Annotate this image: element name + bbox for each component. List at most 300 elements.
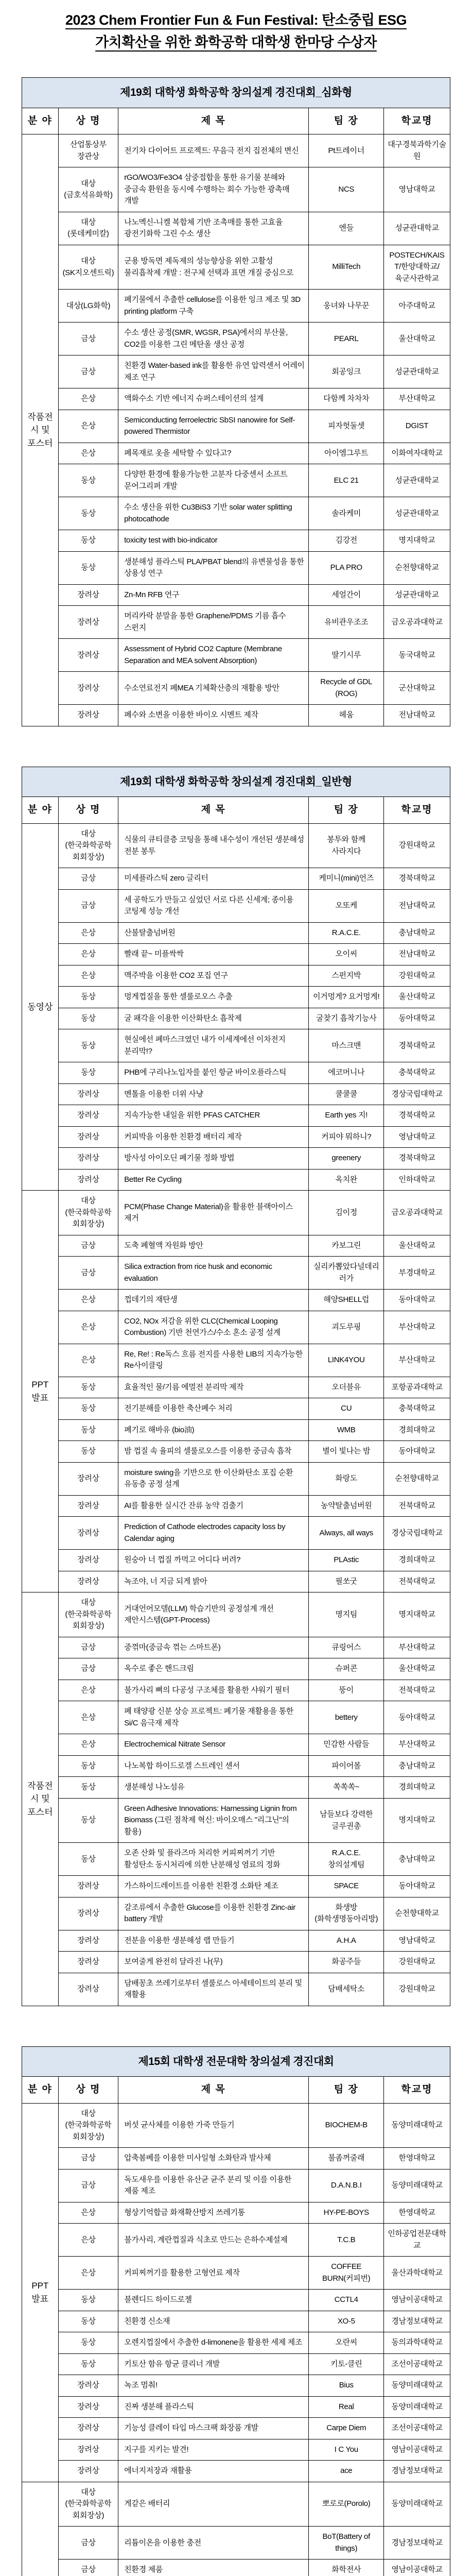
team-cell: 오또케 (309, 889, 384, 922)
title-cell: 커피박을 이용한 친환경 배터리 제작 (118, 1126, 309, 1148)
award-cell: 장려상 (58, 705, 118, 726)
table-row (22, 1973, 450, 2006)
title-cell: rGO/WO3/Fe3O4 삼중접합을 통한 유기물 분해와 중금속 환원을 동시에 수행하는 회수 가능한 광촉매 개발 (118, 167, 309, 212)
school-cell: 충북대학교 (384, 1398, 450, 1420)
team-cell: 회공잉크 (309, 355, 384, 388)
title-cell: 원숭아 너 껍질 까먹고 어디다 버려? (118, 1550, 309, 1571)
award-cell: 동상 (58, 1798, 118, 1843)
team-cell: CU (309, 1398, 384, 1420)
team-cell: NCS (309, 167, 384, 212)
award-cell: 은상 (58, 388, 118, 410)
award-cell: 은상 (58, 965, 118, 987)
title-cell: Prediction of Cathode electrodes capacity loss by Calendar aging (118, 1517, 309, 1550)
award-cell: 동상 (58, 530, 118, 552)
table-row (22, 584, 450, 606)
award-cell: 산업통상부 장관상 (58, 134, 118, 167)
school-cell: 전북대학교 (384, 1495, 450, 1517)
award-cell: 장려상 (58, 639, 118, 672)
column-header-4: 학교명 (384, 797, 450, 824)
award-cell: 대상 (한국화학공학회회장상) (58, 2482, 118, 2527)
school-cell: 동양미래대학교 (384, 2396, 450, 2418)
column-header-2: 제 목 (118, 108, 309, 134)
award-cell: 대상(LG화학) (58, 290, 118, 323)
title-cell: 독도새우를 이용한 유산균 균주 분리 및 이를 이용한 제품 제조 (118, 2169, 309, 2202)
team-cell: 큐링어스 (309, 1637, 384, 1658)
award-cell: 은상 (58, 1680, 118, 1701)
table-row (22, 1952, 450, 1973)
title-cell: 액화수소 기반 에너지 슈퍼스테이션의 설계 (118, 388, 309, 410)
title-cell: 군용 방독면 제독제의 성능향상을 위한 고활성 물리흡착제 개발 : 전구체 선택과 표면 개질 중심으로 (118, 245, 309, 290)
title-cell: 맥주박을 이용한 CO2 포집 연구 (118, 965, 309, 987)
school-cell: 경북대학교 (384, 1029, 450, 1062)
table-row (22, 1062, 450, 1084)
award-cell: 동상 (58, 1008, 118, 1029)
team-cell: Carpe Diem (309, 2418, 384, 2439)
title-cell: 전기차 다이어트 프로젝트: 무음극 전지 집전체의 변신 (118, 134, 309, 167)
school-cell: 성균관대학교 (384, 464, 450, 497)
table-row (22, 2353, 450, 2375)
award-cell: 대상 (한국화학공학회회장상) (58, 1592, 118, 1637)
team-cell: A.H.A (309, 1930, 384, 1952)
team-cell: Recycle of GDL (ROG) (309, 672, 384, 705)
table-row (22, 1658, 450, 1680)
table-row (22, 889, 450, 922)
table-row (22, 1235, 450, 1257)
title-cell: 지구를 지키는 발견! (118, 2439, 309, 2461)
title-cell: AI를 활용한 실시간 잔류 농약 검출기 (118, 1495, 309, 1517)
award-cell: 장려상 (58, 1897, 118, 1930)
school-cell: 부산대학교 (384, 1734, 450, 1756)
title-cell: 압축봄베를 이용한 미사일형 소화탄과 발사체 (118, 2148, 309, 2170)
title-cell: 멍게껍질을 통한 셀룰로오스 추출 (118, 987, 309, 1008)
award-cell: 장려상 (58, 672, 118, 705)
team-cell: 화생방(화학생명동아리방) (309, 1897, 384, 1930)
table-row (22, 2418, 450, 2439)
school-cell: 동아대학교 (384, 1701, 450, 1734)
table-row (22, 2202, 450, 2224)
school-cell: 성균관대학교 (384, 584, 450, 606)
school-cell: 성균관대학교 (384, 212, 450, 245)
award-cell: 은상 (58, 410, 118, 443)
title-cell: 오렌지껍질에서 추출한 d-limonene을 활용한 세제 제조 (118, 2332, 309, 2354)
team-cell: WMB (309, 1419, 384, 1441)
school-cell: 강원대학교 (384, 965, 450, 987)
title-cell: 수소 생산을 위한 Cu3BiS3 기반 solar water splitting photocathode (118, 497, 309, 530)
school-cell: 경남정보대학교 (384, 2461, 450, 2482)
table-row (22, 1701, 450, 1734)
title-cell: Assessment of Hybrid CO2 Capture (Membrane Separation and MEA solvent Absorption) (118, 639, 309, 672)
school-cell: 동양미래대학교 (384, 2169, 450, 2202)
award-cell: 대상 (한국화학공학회회장상) (58, 823, 118, 868)
award-cell: 동상 (58, 1441, 118, 1463)
team-cell: 봉투와 함께 사라지다 (309, 823, 384, 868)
team-cell: 담배세탁소 (309, 1973, 384, 2006)
title-cell: Semiconducting ferroelectric SbSI nanowire for Self-powered Thermistor (118, 410, 309, 443)
table-row (22, 965, 450, 987)
school-cell: DGIST (384, 410, 450, 443)
school-cell: 영남이공대학교 (384, 2439, 450, 2461)
category-cell: PPT 발표 (22, 1191, 59, 1592)
category-cell: PPT 발표 (22, 2103, 59, 2482)
title-cell: 지속가능한 내일을 위한 PFAS CATCHER (118, 1105, 309, 1127)
table-row (22, 1029, 450, 1062)
award-cell: 장려상 (58, 1517, 118, 1550)
title-cell: 도축 폐혈액 자원화 방안 (118, 1235, 309, 1257)
title-cell: 산불탈출넘버원 (118, 922, 309, 944)
team-cell: 파이어볼 (309, 1755, 384, 1777)
document-title (22, 9, 450, 54)
table-row (22, 134, 450, 167)
table-row (22, 323, 450, 355)
category-cell (22, 2482, 59, 2576)
team-cell: 엔들 (309, 212, 384, 245)
team-cell: bettery (309, 1701, 384, 1734)
team-cell: 딸기시루 (309, 639, 384, 672)
school-cell: 동아대학교 (384, 1008, 450, 1029)
team-cell: Pt트레이너 (309, 134, 384, 167)
title-cell: 폐기로 해바유 (bio油) (118, 1419, 309, 1441)
table-row (22, 944, 450, 965)
table-row (22, 1398, 450, 1420)
school-cell: 강원대학교 (384, 1952, 450, 1973)
team-cell: CCTL4 (309, 2290, 384, 2311)
table-row (22, 1592, 450, 1637)
award-cell: 은상 (58, 1734, 118, 1756)
title-cell: CO2, NOx 저감을 위한 CLC(Chemical Looping Combustion) 기반 천연가스/수소 혼소 공정 설계 (118, 1311, 309, 1344)
table-row (22, 1517, 450, 1550)
school-cell: 동아대학교 (384, 1441, 450, 1463)
school-cell: 울산대학교 (384, 987, 450, 1008)
table-row (22, 2169, 450, 2202)
award-cell: 금상 (58, 1658, 118, 1680)
title-cell: 불가사리 뼈의 다공성 구조체를 활용한 샤워기 필터 (118, 1680, 309, 1701)
team-cell: greenery (309, 1148, 384, 1170)
award-cell: 금상 (58, 1257, 118, 1290)
school-cell: 경북대학교 (384, 1105, 450, 1127)
table-row (22, 2527, 450, 2560)
team-cell: 뽀로로(Porolo) (309, 2482, 384, 2527)
table-row (22, 1008, 450, 1029)
team-cell: Earth yes 지! (309, 1105, 384, 1127)
title-cell: 수소 생산 공정(SMR, WGSR, PSA)에서의 부산물, CO2를 이용한 그린 메탄올 생산 공정 (118, 323, 309, 355)
team-cell: 이거멍게? 요거멍게! (309, 987, 384, 1008)
school-cell: 부산대학교 (384, 1637, 450, 1658)
title-cell: 오존 산화 및 플라즈마 처리한 커피찌꺼기 기반 활성탄소 동시처리에 의한 난분해성 염료의 정화 (118, 1843, 309, 1876)
award-cell: 은상 (58, 2257, 118, 2290)
award-cell: 동상 (58, 1777, 118, 1799)
table-row (22, 823, 450, 868)
team-cell: 농약탈출넘버원 (309, 1495, 384, 1517)
team-cell: R.A.C.E. (309, 922, 384, 944)
team-cell: 필쏘굿 (309, 1571, 384, 1592)
title-cell: 중꺾마(중금속 꺾는 스마트폰) (118, 1637, 309, 1658)
table-row (22, 2560, 450, 2576)
award-cell: 장려상 (58, 1930, 118, 1952)
team-cell: 슈퍼콘 (309, 1658, 384, 1680)
title-cell: PCM(Phase Change Material)을 활용한 블랙아이스 제거 (118, 1191, 309, 1235)
table-row (22, 1755, 450, 1777)
award-cell: 동상 (58, 1398, 118, 1420)
table-row (22, 2148, 450, 2170)
table-row (22, 1571, 450, 1592)
category-cell: 작품전시 및 포스터 (22, 1592, 59, 2006)
team-cell: 오이씨 (309, 944, 384, 965)
team-cell: Always, all ways (309, 1517, 384, 1550)
table-row (22, 2396, 450, 2418)
title-cell: 수소연료전지 폐MEA 기체확산층의 재활용 방안 (118, 672, 309, 705)
title-cell: Better Re Cycling (118, 1169, 309, 1191)
table-row (22, 1462, 450, 1495)
award-cell: 은상 (58, 443, 118, 464)
title-cell: 키토산 함유 항균 클리너 개발 (118, 2353, 309, 2375)
team-cell: 아이엠그루트 (309, 443, 384, 464)
table-row (22, 1311, 450, 1344)
award-cell: 장려상 (58, 584, 118, 606)
title-cell: 불가사리, 계란껍질과 식초로 만드는 은하수제설제 (118, 2224, 309, 2257)
school-cell: 한영대학교 (384, 2202, 450, 2224)
team-cell: 김이정 (309, 1191, 384, 1235)
table-row (22, 1930, 450, 1952)
title-cell: 기능성 클레이 타입 마스크팩 화장품 개발 (118, 2418, 309, 2439)
title-cell: 커피찌꺼기를 활용한 고형연료 제작 (118, 2257, 309, 2290)
table-row (22, 1495, 450, 1517)
title-cell: 가스하이드레이트를 이용한 친환경 소화탄 제조 (118, 1876, 309, 1897)
team-cell: COFFEE BURN(커피번) (309, 2257, 384, 2290)
school-cell: 금오공과대학교 (384, 606, 450, 639)
award-cell: 금상 (58, 355, 118, 388)
award-cell: 장려상 (58, 1973, 118, 2006)
table-row (22, 1876, 450, 1897)
column-header-4: 학교명 (384, 2077, 450, 2104)
award-cell: 장려상 (58, 2375, 118, 2397)
school-cell: 울산과학대학교 (384, 2257, 450, 2290)
title-cell: toxicity test with bio-indicator (118, 530, 309, 552)
table-row (22, 1777, 450, 1799)
table-row (22, 212, 450, 245)
table-section-header (22, 78, 450, 108)
team-cell: HY-PE-BOYS (309, 2202, 384, 2224)
award-cell: 은상 (58, 2202, 118, 2224)
team-cell: BoT(Battery of things) (309, 2527, 384, 2560)
column-header-4: 학교명 (384, 108, 450, 134)
school-cell: 금오공과대학교 (384, 1191, 450, 1235)
column-header-0: 분 야 (22, 108, 59, 134)
column-header-3: 팀 장 (309, 2077, 384, 2104)
school-cell: 한영대학교 (384, 2148, 450, 2170)
table-section-header (22, 2046, 450, 2077)
table-row (22, 1843, 450, 1876)
title-cell: 녹조야, 너 지금 되게 밝아 (118, 1571, 309, 1592)
award-cell: 장려상 (58, 1550, 118, 1571)
title-cell: Re, Re! : Re독스 흐름 전지를 사용한 LIB의 지속가능한 Re사이클링 (118, 1344, 309, 1377)
team-cell: 커피야 뭐하니? (309, 1126, 384, 1148)
team-cell: 괴도루핑 (309, 1311, 384, 1344)
team-cell: 김강전 (309, 530, 384, 552)
award-cell: 동상 (58, 464, 118, 497)
school-cell: 인하대학교 (384, 1169, 450, 1191)
school-cell: 영남대학교 (384, 1126, 450, 1148)
table-row (22, 1257, 450, 1290)
school-cell: 동양미래대학교 (384, 2103, 450, 2148)
team-cell: T.C.B (309, 2224, 384, 2257)
school-cell: 충북대학교 (384, 1062, 450, 1084)
title-cell: 옥수로 좋은 핸드크림 (118, 1658, 309, 1680)
school-cell: 순천향대학교 (384, 1462, 450, 1495)
team-cell: 화랑도 (309, 1462, 384, 1495)
team-cell: SPACE (309, 1876, 384, 1897)
award-cell: 은상 (58, 1311, 118, 1344)
award-cell: 은상 (58, 922, 118, 944)
column-header-2: 제 목 (118, 2077, 309, 2104)
award-cell: 금상 (58, 323, 118, 355)
team-cell: 불좀꺼줄래 (309, 2148, 384, 2170)
school-cell: 명지대학교 (384, 530, 450, 552)
table-row (22, 1680, 450, 1701)
title-cell: 친환경 제품 (118, 2560, 309, 2576)
table-row (22, 2375, 450, 2397)
school-cell: 충남대학교 (384, 1755, 450, 1777)
title-cell: 생분해성 나노섬유 (118, 1777, 309, 1799)
school-cell: 울산대학교 (384, 1235, 450, 1257)
table-row (22, 1290, 450, 1311)
school-cell: 순천향대학교 (384, 551, 450, 584)
title-cell: 껍데기의 재탄생 (118, 1290, 309, 1311)
award-cell: 장려상 (58, 2439, 118, 2461)
table-row (22, 410, 450, 443)
team-cell: XO-5 (309, 2311, 384, 2332)
award-cell: 동상 (58, 1843, 118, 1876)
team-cell: 웅녀와 나무꾼 (309, 290, 384, 323)
school-cell: 동국대학교 (384, 639, 450, 672)
table-row (22, 355, 450, 388)
title-cell: 굴 패각을 이용한 이산화탄소 흡착제 (118, 1008, 309, 1029)
award-cell: 대상 (금호석유화학) (58, 167, 118, 212)
school-cell: 영남대학교 (384, 167, 450, 212)
table-row (22, 639, 450, 672)
team-cell: 헤움 (309, 705, 384, 726)
table-row (22, 1083, 450, 1105)
school-cell: 영남대학교 (384, 1930, 450, 1952)
team-cell: 카보그린 (309, 1235, 384, 1257)
table-row (22, 606, 450, 639)
award-cell: 장려상 (58, 1126, 118, 1148)
title-cell: 진짜 생분해 플라스틱 (118, 2396, 309, 2418)
award-cell: 금상 (58, 2560, 118, 2576)
title-cell: 게같은 배터리 (118, 2482, 309, 2527)
title-cell: 머리카락 분말을 통한 Graphene/PDMS 기름 흡수 스펀지 (118, 606, 309, 639)
table-row (22, 922, 450, 944)
title-cell: 빨래 끝~ 미플싹싹 (118, 944, 309, 965)
title-cell: 미세플라스틱 zero 글리터 (118, 868, 309, 890)
school-cell: 명지대학교 (384, 1592, 450, 1637)
school-cell: 전남대학교 (384, 944, 450, 965)
school-cell: 충남대학교 (384, 922, 450, 944)
school-cell: 전남대학교 (384, 705, 450, 726)
team-cell: 세얼간이 (309, 584, 384, 606)
table-row (22, 705, 450, 726)
table-row (22, 1798, 450, 1843)
award-cell: 동상 (58, 2353, 118, 2375)
award-tables-container (22, 77, 450, 2576)
team-cell: ace (309, 2461, 384, 2482)
award-cell: 금상 (58, 868, 118, 890)
column-header-3: 팀 장 (309, 797, 384, 824)
table-row (22, 167, 450, 212)
award-cell: 동상 (58, 1755, 118, 1777)
column-header-1: 상 명 (58, 2077, 118, 2104)
team-cell: 남들보다 강력한 글루권총 (309, 1798, 384, 1843)
title-cell: 리튬이온을 이용한 충전 (118, 2527, 309, 2560)
team-cell: 화공주들 (309, 1952, 384, 1973)
category-cell: 작품전시 및 포스터 (22, 134, 59, 726)
team-cell: 유비관우조조 (309, 606, 384, 639)
team-cell: MilliTech (309, 245, 384, 290)
school-cell: 인하공업전문대학교 (384, 2224, 450, 2257)
title-cell: 거대언어모델(LLM) 학습기반의 공정설계 개선 제안시스템(GPT-Process) (118, 1592, 309, 1637)
award-cell: 금상 (58, 2169, 118, 2202)
title-cell: 담배꽁초 쓰레기로부터 셀룰로스 아세테이트의 분리 및 재활용 (118, 1973, 309, 2006)
title-cell: 나노복합 하이드로겔 스트레인 센서 (118, 1755, 309, 1777)
award-cell: 대상 (롯데케미칼) (58, 212, 118, 245)
table-row (22, 1377, 450, 1398)
team-cell: D.A.N.B.I (309, 2169, 384, 2202)
table-row (22, 2257, 450, 2290)
award-cell: 장려상 (58, 2461, 118, 2482)
school-cell: 조선이공대학교 (384, 2353, 450, 2375)
award-cell: 동상 (58, 1029, 118, 1062)
school-cell: 이화여자대학교 (384, 443, 450, 464)
title-cell: moisture swing을 기반으로 한 이산화탄소 포집 순환 유동층 공정 설계 (118, 1462, 309, 1495)
title-cell: 폐수와 소변을 이용한 바이오 시멘트 제작 (118, 705, 309, 726)
team-cell: 뚱이 (309, 1680, 384, 1701)
school-cell: 경북대학교 (384, 1148, 450, 1170)
table-row (22, 551, 450, 584)
school-cell: 동의과학대학교 (384, 2332, 450, 2354)
team-cell: 별이 빛나는 밤 (309, 1441, 384, 1463)
award-cell: 은상 (58, 944, 118, 965)
school-cell: 군산대학교 (384, 672, 450, 705)
team-cell: 피자헛둘셋 (309, 410, 384, 443)
school-cell: 조선이공대학교 (384, 2418, 450, 2439)
school-cell: POSTECH/KAIST/한양대학교/육군사관학교 (384, 245, 450, 290)
school-cell: 경희대학교 (384, 1777, 450, 1799)
title-cell: 갈조류에서 추출한 Glucose를 이용한 친환경 Zinc-air battery 개발 (118, 1897, 309, 1930)
title-cell: 폐 태양광 신분 상승 프로젝트: 폐기물 재활용을 통한 Si/C 음극재 제작 (118, 1701, 309, 1734)
table-row (22, 2290, 450, 2311)
school-cell: 부산대학교 (384, 388, 450, 410)
table-row (22, 1344, 450, 1377)
table-row (22, 497, 450, 530)
school-cell: 경상국립대학교 (384, 1083, 450, 1105)
table-row (22, 530, 450, 552)
table-row (22, 1441, 450, 1463)
award-cell: 장려상 (58, 1571, 118, 1592)
award-cell: 은상 (58, 1344, 118, 1377)
title-cell: 친환경 신소재 (118, 2311, 309, 2332)
school-cell: 경희대학교 (384, 1419, 450, 1441)
table-row (22, 868, 450, 890)
title-cell: 방사성 아이오딘 폐기물 정화 방법 (118, 1148, 309, 1170)
school-cell: 강원대학교 (384, 823, 450, 868)
award-cell: 장려상 (58, 1952, 118, 1973)
title-cell: 블렌디드 하이드로젤 (118, 2290, 309, 2311)
team-cell: 쿨쿨쿨 (309, 1083, 384, 1105)
table-section-header (22, 767, 450, 797)
table-row (22, 1148, 450, 1170)
school-cell: 동양미래대학교 (384, 2375, 450, 2397)
award-cell: 동상 (58, 1377, 118, 1398)
award-cell: 금상 (58, 2527, 118, 2560)
